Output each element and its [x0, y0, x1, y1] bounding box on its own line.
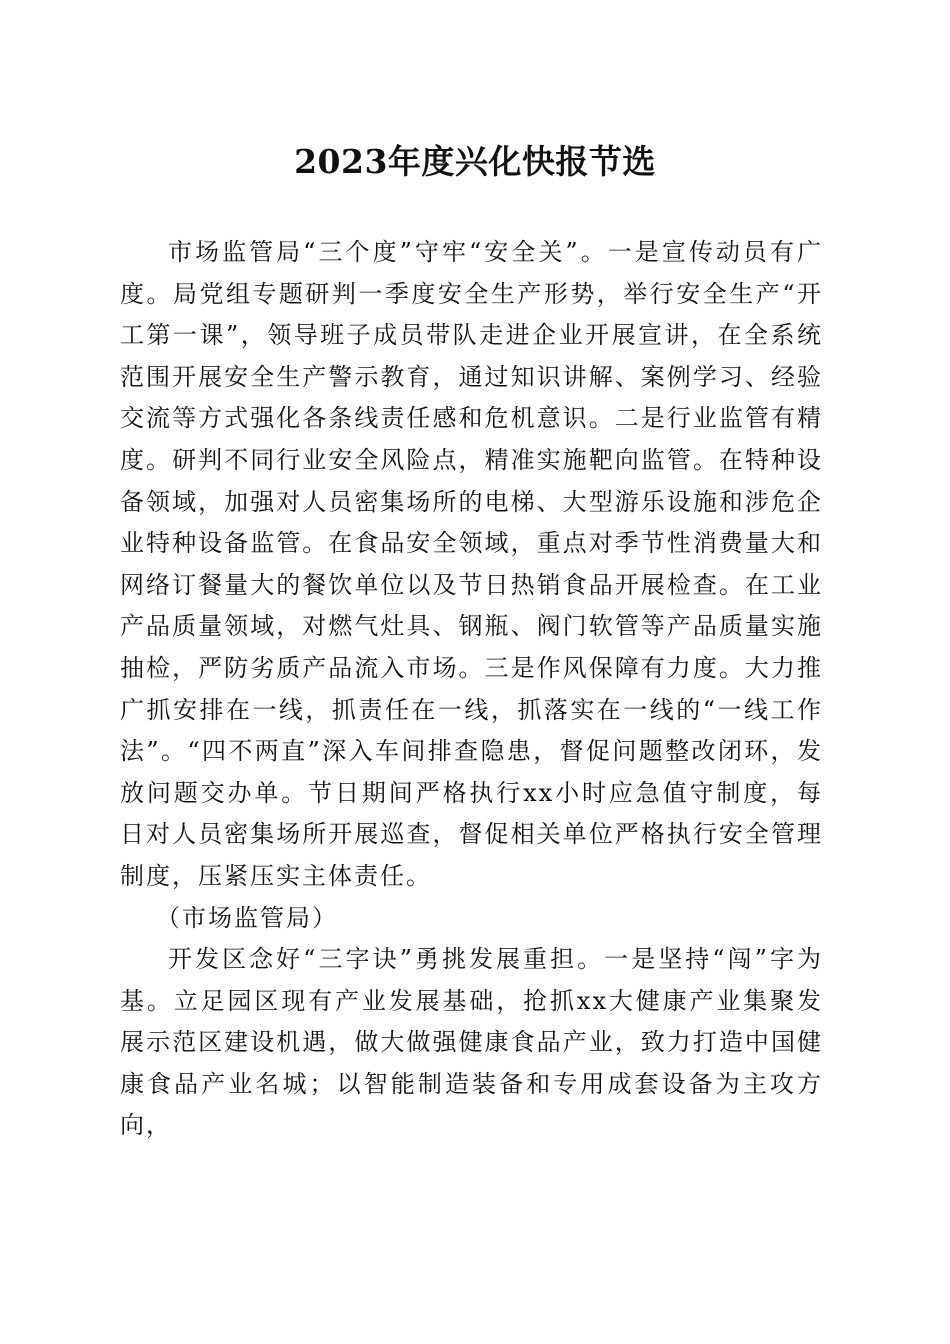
document-title: 2023年度兴化快报节选: [294, 142, 656, 181]
document-body: [120, 232, 823, 1147]
paragraph-source-label: （市场监管局）: [156, 903, 338, 932]
paragraph-market-supervision: 市场监管局“三个度”守牢“安全关”。一是宣传动员有广度。局党组专题研判一季度安全生产形势，举行安全生产“开工第一课”，领导班子成员带队走进企业开展宣讲，在全系统范围开展安全生产警示教育，通过知识讲解、案例学习、经验交流等方式强化各条线责任感和危机意识。二是行业监管有精度。研判不同行业安全风险点，精准实施靶向监管。在特种设备领域，加强对人员密集场所的电梯、大型游乐设施和涉危企业特种设备监管。在食品安全领域，重点对季节性消费量大和网络订餐量大的餐饮单位以及节日热销食品开展检查。在工业产品质量领域，对燃气灶具、钢瓶、阀门软管等产品质量实施抽检，严防劣质产品流入市场。三是作风保障有力度。大力推广抓安排在一线，抓责任在一线，抓落实在一线的“一线工作法”。“四不两直”深入车间排查隐患，督促问题整改闭环，发放问题交办单。节日期间严格执行xx小时应急值守制度，每日对人员密集场所开展巡查，督促相关单位严格执行安全管理制度，压紧压实主体责任。: [120, 238, 823, 890]
paragraph-development-zone: 开发区念好“三字诀”勇挑发展重担。一是坚持“闯”字为基。立足园区现有产业发展基础，抢抓xx大健康产业集聚发展示范区建设机遇，做大做强健康食品产业，致力打造中国健康食品产业名城；以智能制造装备和专用成套设备为主攻方向，: [120, 945, 823, 1140]
